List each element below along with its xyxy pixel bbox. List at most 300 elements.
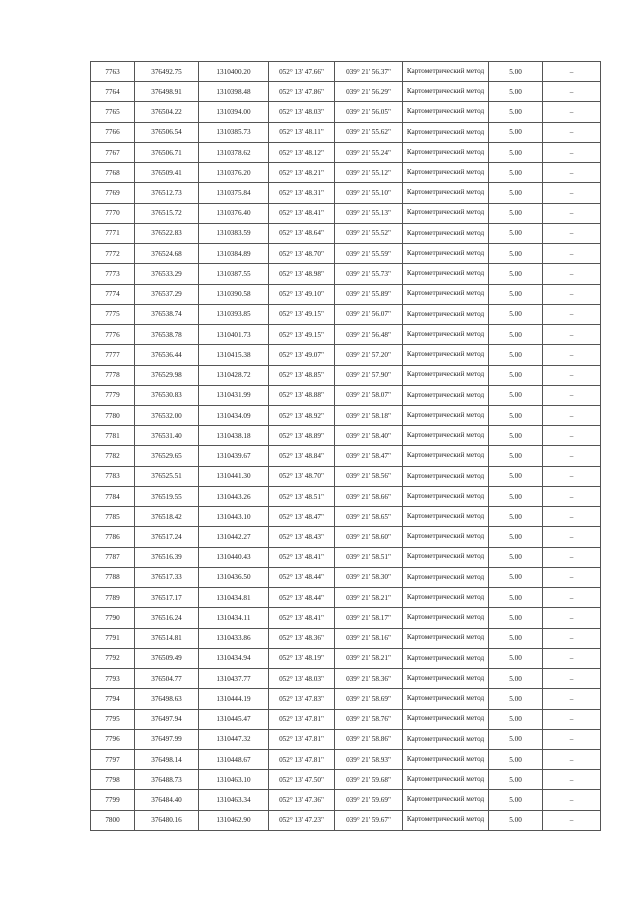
method-cell: Картометрический метод bbox=[403, 770, 489, 790]
point-number-cell: 7779 bbox=[91, 385, 135, 405]
x-coordinate-cell: 376506.54 bbox=[135, 122, 199, 142]
table-row bbox=[91, 689, 601, 709]
point-number-cell: 7772 bbox=[91, 244, 135, 264]
point-number-cell: 7765 bbox=[91, 102, 135, 122]
y-coordinate-cell: 1310434.09 bbox=[199, 405, 269, 425]
x-coordinate-cell: 376538.78 bbox=[135, 325, 199, 345]
method-cell: Картометрический метод bbox=[403, 163, 489, 183]
method-cell: Картометрический метод bbox=[403, 446, 489, 466]
latitude-cell: 052° 13' 48.41" bbox=[269, 203, 335, 223]
latitude-cell: 052° 13' 48.84" bbox=[269, 446, 335, 466]
accuracy-cell: 5.00 bbox=[489, 689, 543, 709]
method-cell: Картометрический метод bbox=[403, 284, 489, 304]
y-coordinate-cell: 1310375.84 bbox=[199, 183, 269, 203]
table-row bbox=[91, 507, 601, 527]
table-row bbox=[91, 183, 601, 203]
x-coordinate-cell: 376504.22 bbox=[135, 102, 199, 122]
y-coordinate-cell: 1310384.89 bbox=[199, 244, 269, 264]
latitude-cell: 052° 13' 48.12" bbox=[269, 142, 335, 162]
latitude-cell: 052° 13' 48.21" bbox=[269, 163, 335, 183]
longitude-cell: 039° 21' 57.20" bbox=[335, 345, 403, 365]
method-cell: Картометрический метод bbox=[403, 628, 489, 648]
method-cell: Картометрический метод bbox=[403, 142, 489, 162]
accuracy-cell: 5.00 bbox=[489, 567, 543, 587]
method-cell: Картометрический метод bbox=[403, 426, 489, 446]
table-row bbox=[91, 486, 601, 506]
table-row bbox=[91, 163, 601, 183]
method-cell: Картометрический метод bbox=[403, 547, 489, 567]
x-coordinate-cell: 376525.51 bbox=[135, 466, 199, 486]
note-cell: – bbox=[543, 567, 601, 587]
x-coordinate-cell: 376529.65 bbox=[135, 446, 199, 466]
y-coordinate-cell: 1310431.99 bbox=[199, 385, 269, 405]
latitude-cell: 052° 13' 48.31" bbox=[269, 183, 335, 203]
y-coordinate-cell: 1310390.58 bbox=[199, 284, 269, 304]
accuracy-cell: 5.00 bbox=[489, 163, 543, 183]
longitude-cell: 039° 21' 55.73" bbox=[335, 264, 403, 284]
note-cell: – bbox=[543, 709, 601, 729]
x-coordinate-cell: 376519.55 bbox=[135, 486, 199, 506]
x-coordinate-cell: 376516.39 bbox=[135, 547, 199, 567]
table-row bbox=[91, 284, 601, 304]
y-coordinate-cell: 1310433.86 bbox=[199, 628, 269, 648]
table-row bbox=[91, 62, 601, 82]
latitude-cell: 052° 13' 47.36" bbox=[269, 790, 335, 810]
longitude-cell: 039° 21' 55.10" bbox=[335, 183, 403, 203]
note-cell: – bbox=[543, 163, 601, 183]
longitude-cell: 039° 21' 58.17" bbox=[335, 608, 403, 628]
note-cell: – bbox=[543, 790, 601, 810]
note-cell: – bbox=[543, 729, 601, 749]
x-coordinate-cell: 376484.40 bbox=[135, 790, 199, 810]
point-number-cell: 7774 bbox=[91, 284, 135, 304]
accuracy-cell: 5.00 bbox=[489, 365, 543, 385]
x-coordinate-cell: 376515.72 bbox=[135, 203, 199, 223]
y-coordinate-cell: 1310438.18 bbox=[199, 426, 269, 446]
note-cell: – bbox=[543, 122, 601, 142]
x-coordinate-cell: 376529.98 bbox=[135, 365, 199, 385]
latitude-cell: 052° 13' 47.81" bbox=[269, 749, 335, 769]
accuracy-cell: 5.00 bbox=[489, 527, 543, 547]
note-cell: – bbox=[543, 689, 601, 709]
accuracy-cell: 5.00 bbox=[489, 82, 543, 102]
x-coordinate-cell: 376492.75 bbox=[135, 62, 199, 82]
latitude-cell: 052° 13' 48.19" bbox=[269, 648, 335, 668]
latitude-cell: 052° 13' 48.41" bbox=[269, 547, 335, 567]
latitude-cell: 052° 13' 48.36" bbox=[269, 628, 335, 648]
table-row bbox=[91, 770, 601, 790]
method-cell: Картометрический метод bbox=[403, 264, 489, 284]
method-cell: Картометрический метод bbox=[403, 183, 489, 203]
x-coordinate-cell: 376530.83 bbox=[135, 385, 199, 405]
note-cell: – bbox=[543, 304, 601, 324]
point-number-cell: 7793 bbox=[91, 669, 135, 689]
longitude-cell: 039° 21' 56.07" bbox=[335, 304, 403, 324]
x-coordinate-cell: 376522.83 bbox=[135, 223, 199, 243]
method-cell: Картометрический метод bbox=[403, 689, 489, 709]
note-cell: – bbox=[543, 244, 601, 264]
note-cell: – bbox=[543, 770, 601, 790]
accuracy-cell: 5.00 bbox=[489, 203, 543, 223]
accuracy-cell: 5.00 bbox=[489, 62, 543, 82]
longitude-cell: 039° 21' 56.37" bbox=[335, 62, 403, 82]
table-row bbox=[91, 709, 601, 729]
latitude-cell: 052° 13' 48.88" bbox=[269, 385, 335, 405]
method-cell: Картометрический метод bbox=[403, 790, 489, 810]
accuracy-cell: 5.00 bbox=[489, 810, 543, 830]
table-row bbox=[91, 122, 601, 142]
y-coordinate-cell: 1310436.50 bbox=[199, 567, 269, 587]
longitude-cell: 039° 21' 55.12" bbox=[335, 163, 403, 183]
y-coordinate-cell: 1310443.10 bbox=[199, 507, 269, 527]
accuracy-cell: 5.00 bbox=[489, 223, 543, 243]
accuracy-cell: 5.00 bbox=[489, 770, 543, 790]
note-cell: – bbox=[543, 284, 601, 304]
y-coordinate-cell: 1310462.90 bbox=[199, 810, 269, 830]
latitude-cell: 052° 13' 47.81" bbox=[269, 729, 335, 749]
table-row bbox=[91, 608, 601, 628]
latitude-cell: 052° 13' 48.43" bbox=[269, 527, 335, 547]
y-coordinate-cell: 1310443.26 bbox=[199, 486, 269, 506]
latitude-cell: 052° 13' 48.03" bbox=[269, 669, 335, 689]
method-cell: Картометрический метод bbox=[403, 385, 489, 405]
longitude-cell: 039° 21' 58.36" bbox=[335, 669, 403, 689]
point-number-cell: 7788 bbox=[91, 567, 135, 587]
accuracy-cell: 5.00 bbox=[489, 183, 543, 203]
point-number-cell: 7769 bbox=[91, 183, 135, 203]
latitude-cell: 052° 13' 48.85" bbox=[269, 365, 335, 385]
y-coordinate-cell: 1310463.10 bbox=[199, 770, 269, 790]
y-coordinate-cell: 1310445.47 bbox=[199, 709, 269, 729]
note-cell: – bbox=[543, 669, 601, 689]
table-row bbox=[91, 365, 601, 385]
note-cell: – bbox=[543, 608, 601, 628]
x-coordinate-cell: 376524.68 bbox=[135, 244, 199, 264]
latitude-cell: 052° 13' 49.07" bbox=[269, 345, 335, 365]
method-cell: Картометрический метод bbox=[403, 749, 489, 769]
table-row bbox=[91, 547, 601, 567]
point-number-cell: 7785 bbox=[91, 507, 135, 527]
point-number-cell: 7766 bbox=[91, 122, 135, 142]
table-row bbox=[91, 102, 601, 122]
method-cell: Картометрический метод bbox=[403, 405, 489, 425]
point-number-cell: 7783 bbox=[91, 466, 135, 486]
table-row bbox=[91, 749, 601, 769]
point-number-cell: 7767 bbox=[91, 142, 135, 162]
method-cell: Картометрический метод bbox=[403, 62, 489, 82]
longitude-cell: 039° 21' 58.69" bbox=[335, 689, 403, 709]
note-cell: – bbox=[543, 527, 601, 547]
accuracy-cell: 5.00 bbox=[489, 628, 543, 648]
point-number-cell: 7790 bbox=[91, 608, 135, 628]
accuracy-cell: 5.00 bbox=[489, 304, 543, 324]
note-cell: – bbox=[543, 365, 601, 385]
table-row bbox=[91, 264, 601, 284]
table-row bbox=[91, 527, 601, 547]
x-coordinate-cell: 376517.33 bbox=[135, 567, 199, 587]
method-cell: Картометрический метод bbox=[403, 325, 489, 345]
accuracy-cell: 5.00 bbox=[489, 466, 543, 486]
latitude-cell: 052° 13' 48.70" bbox=[269, 244, 335, 264]
y-coordinate-cell: 1310376.20 bbox=[199, 163, 269, 183]
accuracy-cell: 5.00 bbox=[489, 244, 543, 264]
latitude-cell: 052° 13' 48.98" bbox=[269, 264, 335, 284]
table-row bbox=[91, 405, 601, 425]
longitude-cell: 039° 21' 58.93" bbox=[335, 749, 403, 769]
longitude-cell: 039° 21' 56.48" bbox=[335, 325, 403, 345]
table-row bbox=[91, 810, 601, 830]
longitude-cell: 039° 21' 58.66" bbox=[335, 486, 403, 506]
point-number-cell: 7771 bbox=[91, 223, 135, 243]
y-coordinate-cell: 1310378.62 bbox=[199, 142, 269, 162]
table-row bbox=[91, 446, 601, 466]
x-coordinate-cell: 376516.24 bbox=[135, 608, 199, 628]
latitude-cell: 052° 13' 47.23" bbox=[269, 810, 335, 830]
x-coordinate-cell: 376497.99 bbox=[135, 729, 199, 749]
method-cell: Картометрический метод bbox=[403, 507, 489, 527]
latitude-cell: 052° 13' 48.44" bbox=[269, 567, 335, 587]
note-cell: – bbox=[543, 507, 601, 527]
accuracy-cell: 5.00 bbox=[489, 122, 543, 142]
longitude-cell: 039° 21' 58.18" bbox=[335, 405, 403, 425]
point-number-cell: 7777 bbox=[91, 345, 135, 365]
point-number-cell: 7797 bbox=[91, 749, 135, 769]
y-coordinate-cell: 1310440.43 bbox=[199, 547, 269, 567]
x-coordinate-cell: 376531.40 bbox=[135, 426, 199, 446]
method-cell: Картометрический метод bbox=[403, 466, 489, 486]
point-number-cell: 7799 bbox=[91, 790, 135, 810]
accuracy-cell: 5.00 bbox=[489, 385, 543, 405]
point-number-cell: 7782 bbox=[91, 446, 135, 466]
accuracy-cell: 5.00 bbox=[489, 709, 543, 729]
x-coordinate-cell: 376517.17 bbox=[135, 588, 199, 608]
note-cell: – bbox=[543, 345, 601, 365]
x-coordinate-cell: 376480.16 bbox=[135, 810, 199, 830]
point-number-cell: 7780 bbox=[91, 405, 135, 425]
method-cell: Картометрический метод bbox=[403, 669, 489, 689]
x-coordinate-cell: 376498.91 bbox=[135, 82, 199, 102]
longitude-cell: 039° 21' 58.07" bbox=[335, 385, 403, 405]
latitude-cell: 052° 13' 47.83" bbox=[269, 689, 335, 709]
x-coordinate-cell: 376498.14 bbox=[135, 749, 199, 769]
method-cell: Картометрический метод bbox=[403, 527, 489, 547]
point-number-cell: 7773 bbox=[91, 264, 135, 284]
point-number-cell: 7794 bbox=[91, 689, 135, 709]
longitude-cell: 039° 21' 59.67" bbox=[335, 810, 403, 830]
latitude-cell: 052° 13' 48.70" bbox=[269, 466, 335, 486]
y-coordinate-cell: 1310437.77 bbox=[199, 669, 269, 689]
method-cell: Картометрический метод bbox=[403, 608, 489, 628]
y-coordinate-cell: 1310376.40 bbox=[199, 203, 269, 223]
y-coordinate-cell: 1310447.32 bbox=[199, 729, 269, 749]
latitude-cell: 052° 13' 48.92" bbox=[269, 405, 335, 425]
y-coordinate-cell: 1310434.94 bbox=[199, 648, 269, 668]
latitude-cell: 052° 13' 48.89" bbox=[269, 426, 335, 446]
x-coordinate-cell: 376498.63 bbox=[135, 689, 199, 709]
method-cell: Картометрический метод bbox=[403, 82, 489, 102]
point-number-cell: 7786 bbox=[91, 527, 135, 547]
method-cell: Картометрический метод bbox=[403, 223, 489, 243]
x-coordinate-cell: 376509.49 bbox=[135, 648, 199, 668]
accuracy-cell: 5.00 bbox=[489, 486, 543, 506]
point-number-cell: 7800 bbox=[91, 810, 135, 830]
longitude-cell: 039° 21' 58.65" bbox=[335, 507, 403, 527]
method-cell: Картометрический метод bbox=[403, 304, 489, 324]
accuracy-cell: 5.00 bbox=[489, 325, 543, 345]
longitude-cell: 039° 21' 58.86" bbox=[335, 729, 403, 749]
accuracy-cell: 5.00 bbox=[489, 608, 543, 628]
longitude-cell: 039° 21' 58.56" bbox=[335, 466, 403, 486]
accuracy-cell: 5.00 bbox=[489, 264, 543, 284]
table-row bbox=[91, 426, 601, 446]
y-coordinate-cell: 1310401.73 bbox=[199, 325, 269, 345]
accuracy-cell: 5.00 bbox=[489, 749, 543, 769]
latitude-cell: 052° 13' 48.64" bbox=[269, 223, 335, 243]
note-cell: – bbox=[543, 405, 601, 425]
longitude-cell: 039° 21' 55.24" bbox=[335, 142, 403, 162]
note-cell: – bbox=[543, 486, 601, 506]
method-cell: Картометрический метод bbox=[403, 810, 489, 830]
note-cell: – bbox=[543, 385, 601, 405]
y-coordinate-cell: 1310415.38 bbox=[199, 345, 269, 365]
method-cell: Картометрический метод bbox=[403, 203, 489, 223]
coordinates-table bbox=[90, 61, 601, 831]
method-cell: Картометрический метод bbox=[403, 709, 489, 729]
longitude-cell: 039° 21' 55.62" bbox=[335, 122, 403, 142]
point-number-cell: 7787 bbox=[91, 547, 135, 567]
latitude-cell: 052° 13' 48.51" bbox=[269, 486, 335, 506]
x-coordinate-cell: 376517.24 bbox=[135, 527, 199, 547]
accuracy-cell: 5.00 bbox=[489, 446, 543, 466]
longitude-cell: 039° 21' 59.69" bbox=[335, 790, 403, 810]
accuracy-cell: 5.00 bbox=[489, 405, 543, 425]
y-coordinate-cell: 1310385.73 bbox=[199, 122, 269, 142]
table-row bbox=[91, 142, 601, 162]
method-cell: Картометрический метод bbox=[403, 567, 489, 587]
table-row bbox=[91, 567, 601, 587]
longitude-cell: 039° 21' 58.47" bbox=[335, 446, 403, 466]
latitude-cell: 052° 13' 49.15" bbox=[269, 325, 335, 345]
note-cell: – bbox=[543, 82, 601, 102]
accuracy-cell: 5.00 bbox=[489, 507, 543, 527]
table-row bbox=[91, 628, 601, 648]
y-coordinate-cell: 1310463.34 bbox=[199, 790, 269, 810]
longitude-cell: 039° 21' 58.21" bbox=[335, 588, 403, 608]
method-cell: Картометрический метод bbox=[403, 588, 489, 608]
method-cell: Картометрический метод bbox=[403, 244, 489, 264]
y-coordinate-cell: 1310442.27 bbox=[199, 527, 269, 547]
latitude-cell: 052° 13' 49.15" bbox=[269, 304, 335, 324]
point-number-cell: 7763 bbox=[91, 62, 135, 82]
point-number-cell: 7789 bbox=[91, 588, 135, 608]
table-row bbox=[91, 203, 601, 223]
point-number-cell: 7795 bbox=[91, 709, 135, 729]
method-cell: Картометрический метод bbox=[403, 486, 489, 506]
latitude-cell: 052° 13' 48.03" bbox=[269, 102, 335, 122]
accuracy-cell: 5.00 bbox=[489, 426, 543, 446]
point-number-cell: 7784 bbox=[91, 486, 135, 506]
y-coordinate-cell: 1310387.55 bbox=[199, 264, 269, 284]
x-coordinate-cell: 376488.73 bbox=[135, 770, 199, 790]
accuracy-cell: 5.00 bbox=[489, 547, 543, 567]
point-number-cell: 7796 bbox=[91, 729, 135, 749]
table-row bbox=[91, 648, 601, 668]
latitude-cell: 052° 13' 49.10" bbox=[269, 284, 335, 304]
x-coordinate-cell: 376538.74 bbox=[135, 304, 199, 324]
longitude-cell: 039° 21' 55.59" bbox=[335, 244, 403, 264]
method-cell: Картометрический метод bbox=[403, 102, 489, 122]
x-coordinate-cell: 376514.81 bbox=[135, 628, 199, 648]
longitude-cell: 039° 21' 56.05" bbox=[335, 102, 403, 122]
accuracy-cell: 5.00 bbox=[489, 102, 543, 122]
latitude-cell: 052° 13' 48.44" bbox=[269, 588, 335, 608]
y-coordinate-cell: 1310434.81 bbox=[199, 588, 269, 608]
accuracy-cell: 5.00 bbox=[489, 284, 543, 304]
table-row bbox=[91, 669, 601, 689]
x-coordinate-cell: 376533.29 bbox=[135, 264, 199, 284]
x-coordinate-cell: 376504.77 bbox=[135, 669, 199, 689]
point-number-cell: 7776 bbox=[91, 325, 135, 345]
table-row bbox=[91, 304, 601, 324]
table-row bbox=[91, 244, 601, 264]
x-coordinate-cell: 376537.29 bbox=[135, 284, 199, 304]
latitude-cell: 052° 13' 47.66" bbox=[269, 62, 335, 82]
y-coordinate-cell: 1310444.19 bbox=[199, 689, 269, 709]
accuracy-cell: 5.00 bbox=[489, 729, 543, 749]
accuracy-cell: 5.00 bbox=[489, 790, 543, 810]
note-cell: – bbox=[543, 749, 601, 769]
point-number-cell: 7764 bbox=[91, 82, 135, 102]
table-row bbox=[91, 466, 601, 486]
longitude-cell: 039° 21' 58.76" bbox=[335, 709, 403, 729]
method-cell: Картометрический метод bbox=[403, 345, 489, 365]
note-cell: – bbox=[543, 62, 601, 82]
y-coordinate-cell: 1310393.85 bbox=[199, 304, 269, 324]
table-row bbox=[91, 345, 601, 365]
longitude-cell: 039° 21' 57.90" bbox=[335, 365, 403, 385]
x-coordinate-cell: 376509.41 bbox=[135, 163, 199, 183]
x-coordinate-cell: 376506.71 bbox=[135, 142, 199, 162]
note-cell: – bbox=[543, 810, 601, 830]
longitude-cell: 039° 21' 58.51" bbox=[335, 547, 403, 567]
method-cell: Картометрический метод bbox=[403, 122, 489, 142]
longitude-cell: 039° 21' 58.60" bbox=[335, 527, 403, 547]
table-row bbox=[91, 588, 601, 608]
point-number-cell: 7798 bbox=[91, 770, 135, 790]
y-coordinate-cell: 1310394.00 bbox=[199, 102, 269, 122]
y-coordinate-cell: 1310428.72 bbox=[199, 365, 269, 385]
note-cell: – bbox=[543, 648, 601, 668]
y-coordinate-cell: 1310439.67 bbox=[199, 446, 269, 466]
x-coordinate-cell: 376497.94 bbox=[135, 709, 199, 729]
longitude-cell: 039° 21' 55.89" bbox=[335, 284, 403, 304]
note-cell: – bbox=[543, 466, 601, 486]
accuracy-cell: 5.00 bbox=[489, 142, 543, 162]
x-coordinate-cell: 376518.42 bbox=[135, 507, 199, 527]
note-cell: – bbox=[543, 547, 601, 567]
point-number-cell: 7768 bbox=[91, 163, 135, 183]
longitude-cell: 039° 21' 55.52" bbox=[335, 223, 403, 243]
point-number-cell: 7778 bbox=[91, 365, 135, 385]
method-cell: Картометрический метод bbox=[403, 648, 489, 668]
note-cell: – bbox=[543, 203, 601, 223]
note-cell: – bbox=[543, 628, 601, 648]
accuracy-cell: 5.00 bbox=[489, 345, 543, 365]
point-number-cell: 7770 bbox=[91, 203, 135, 223]
y-coordinate-cell: 1310400.20 bbox=[199, 62, 269, 82]
table-row bbox=[91, 385, 601, 405]
longitude-cell: 039° 21' 56.29" bbox=[335, 82, 403, 102]
